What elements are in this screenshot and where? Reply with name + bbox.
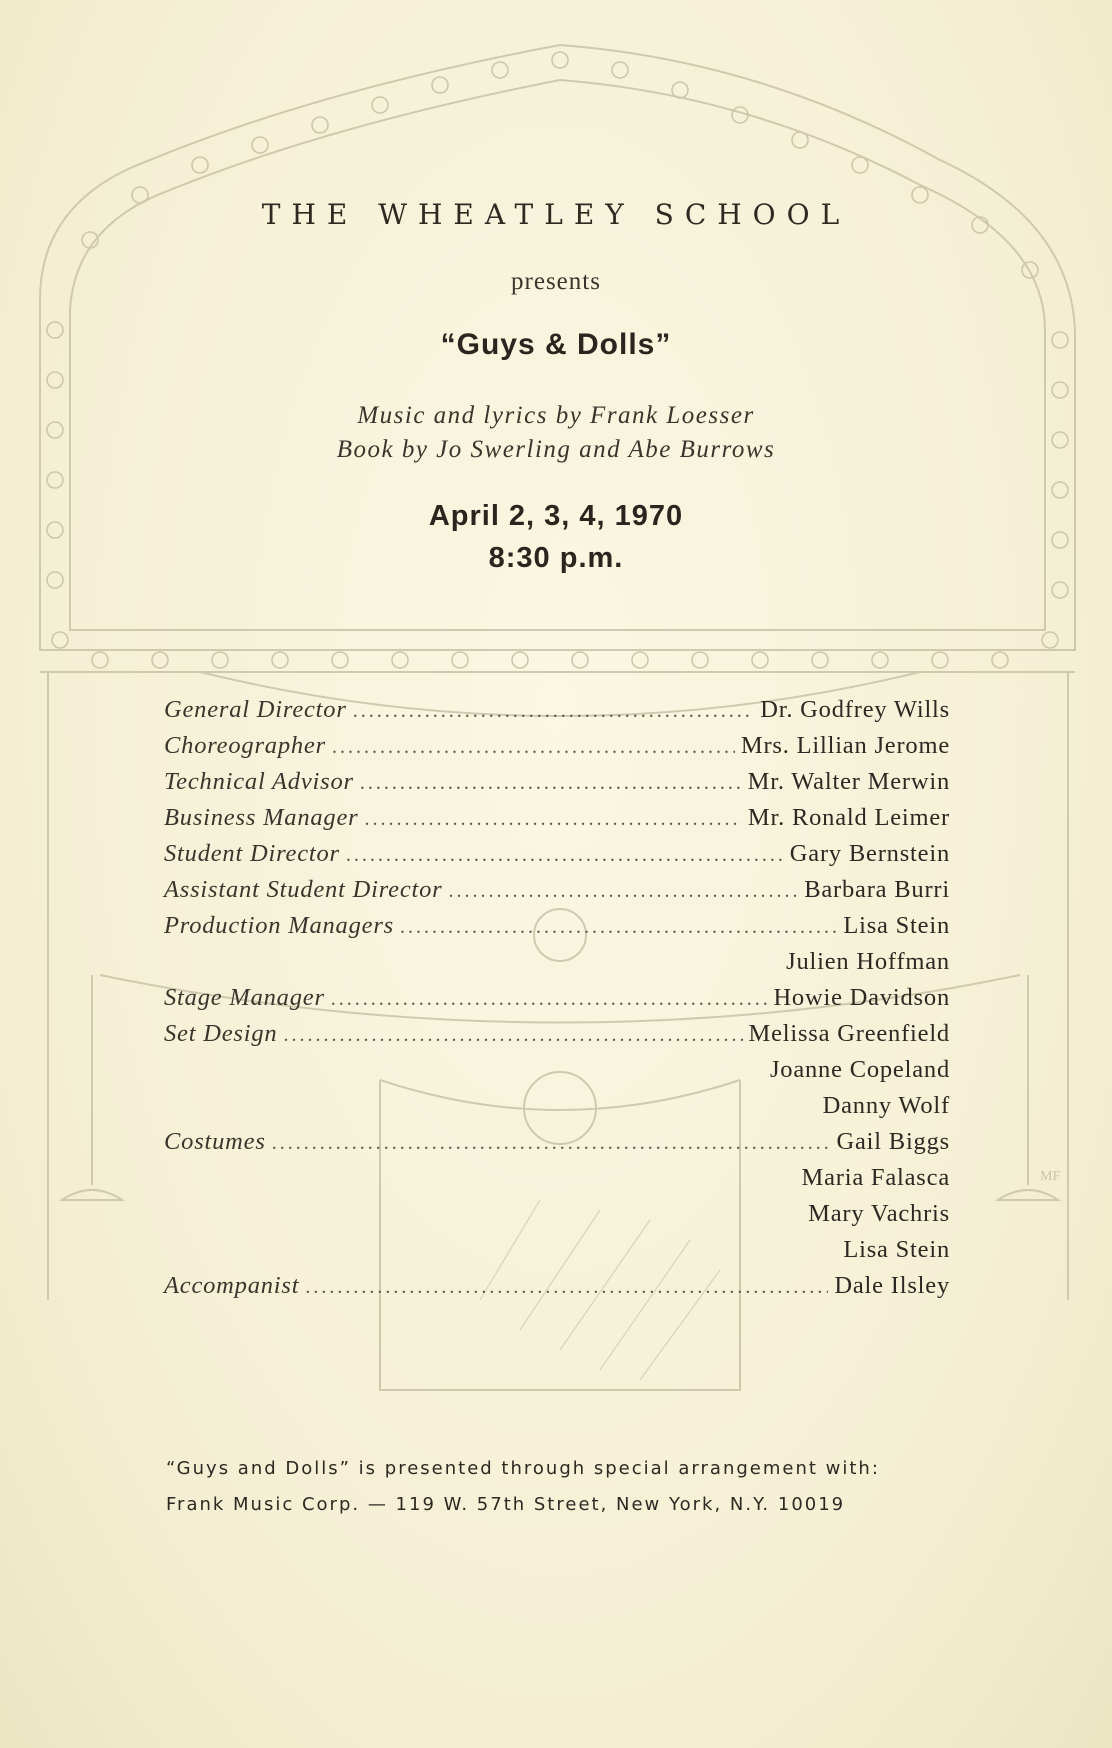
staff-role: Set Design [164, 1020, 278, 1047]
dot-leader [272, 1132, 831, 1155]
staff-role: Student Director [164, 840, 340, 867]
staff-row [164, 876, 950, 912]
book-credit: Book by Jo Swerling and Abe Burrows [336, 436, 776, 463]
staff-name: Gary Bernstein [789, 840, 950, 867]
staff-row [164, 840, 950, 876]
staff-name: Mr. Ronald Leimer [747, 804, 950, 831]
staff-name: Maria Falasca [801, 1164, 950, 1191]
staff-name: Joanne Copeland [769, 1056, 950, 1083]
artist-signature: MF [1040, 1169, 1061, 1184]
dot-leader [365, 808, 742, 831]
staff-row-continued [164, 1236, 950, 1272]
staff-row [164, 696, 950, 732]
presents-text: presents [511, 268, 601, 295]
staff-name: Lisa Stein [843, 1236, 950, 1263]
staff-role: Accompanist [164, 1272, 300, 1299]
staff-name: Julien Hoffman [786, 948, 950, 975]
staff-row [164, 768, 950, 804]
staff-row-continued [164, 1056, 950, 1092]
staff-name: Mary Vachris [808, 1200, 950, 1227]
staff-name: Mr. Walter Merwin [747, 768, 950, 795]
staff-name: Mrs. Lillian Jerome [740, 732, 950, 759]
dot-leader [346, 844, 784, 867]
staff-name: Dr. Godfrey Wills [760, 696, 950, 723]
school-name: THE WHEATLEY SCHOOL [261, 198, 851, 231]
staff-row [164, 732, 950, 768]
staff-name: Gail Biggs [836, 1128, 950, 1155]
staff-row-continued [164, 948, 950, 984]
staff-list [164, 696, 950, 1308]
staff-role: Technical Advisor [164, 768, 354, 795]
dot-leader [400, 916, 837, 939]
staff-role: Assistant Student Director [164, 876, 443, 903]
dot-leader [283, 1024, 742, 1047]
staff-row [164, 804, 950, 840]
staff-row [164, 1272, 950, 1308]
staff-row [164, 1128, 950, 1164]
staff-role: Costumes [164, 1128, 266, 1155]
staff-row [164, 984, 950, 1020]
staff-row [164, 1020, 950, 1056]
dot-leader [360, 772, 742, 795]
dot-leader [332, 736, 735, 759]
staff-role: Production Managers [164, 912, 395, 939]
staff-role: Choreographer [164, 732, 326, 759]
staff-row [164, 912, 950, 948]
staff-role: Stage Manager [164, 984, 325, 1011]
show-title: “Guys & Dolls” [440, 328, 672, 361]
dot-leader [353, 700, 755, 723]
staff-name: Melissa Greenfield [748, 1020, 950, 1047]
dot-leader [331, 988, 768, 1011]
publisher-address: Frank Music Corp. — 119 W. 57th Street, New York, N.Y. 10019 [166, 1494, 846, 1515]
staff-name: Danny Wolf [822, 1092, 950, 1119]
performance-dates: April 2, 3, 4, 1970 [428, 500, 684, 532]
staff-role: Business Manager [164, 804, 359, 831]
staff-name: Dale Ilsley [834, 1272, 950, 1299]
staff-row-continued [164, 1164, 950, 1200]
dot-leader [449, 880, 799, 903]
rights-notice: “Guys and Dolls” is presented through special arrangement with: [166, 1458, 880, 1479]
performance-time: 8:30 p.m. [488, 542, 624, 574]
staff-name: Howie Davidson [773, 984, 950, 1011]
staff-row-continued [164, 1200, 950, 1236]
staff-role: General Director [164, 696, 347, 723]
staff-name: Lisa Stein [843, 912, 950, 939]
music-credit: Music and lyrics by Frank Loesser [357, 402, 755, 429]
dot-leader [305, 1276, 828, 1299]
staff-row-continued [164, 1092, 950, 1128]
staff-name: Barbara Burri [804, 876, 950, 903]
